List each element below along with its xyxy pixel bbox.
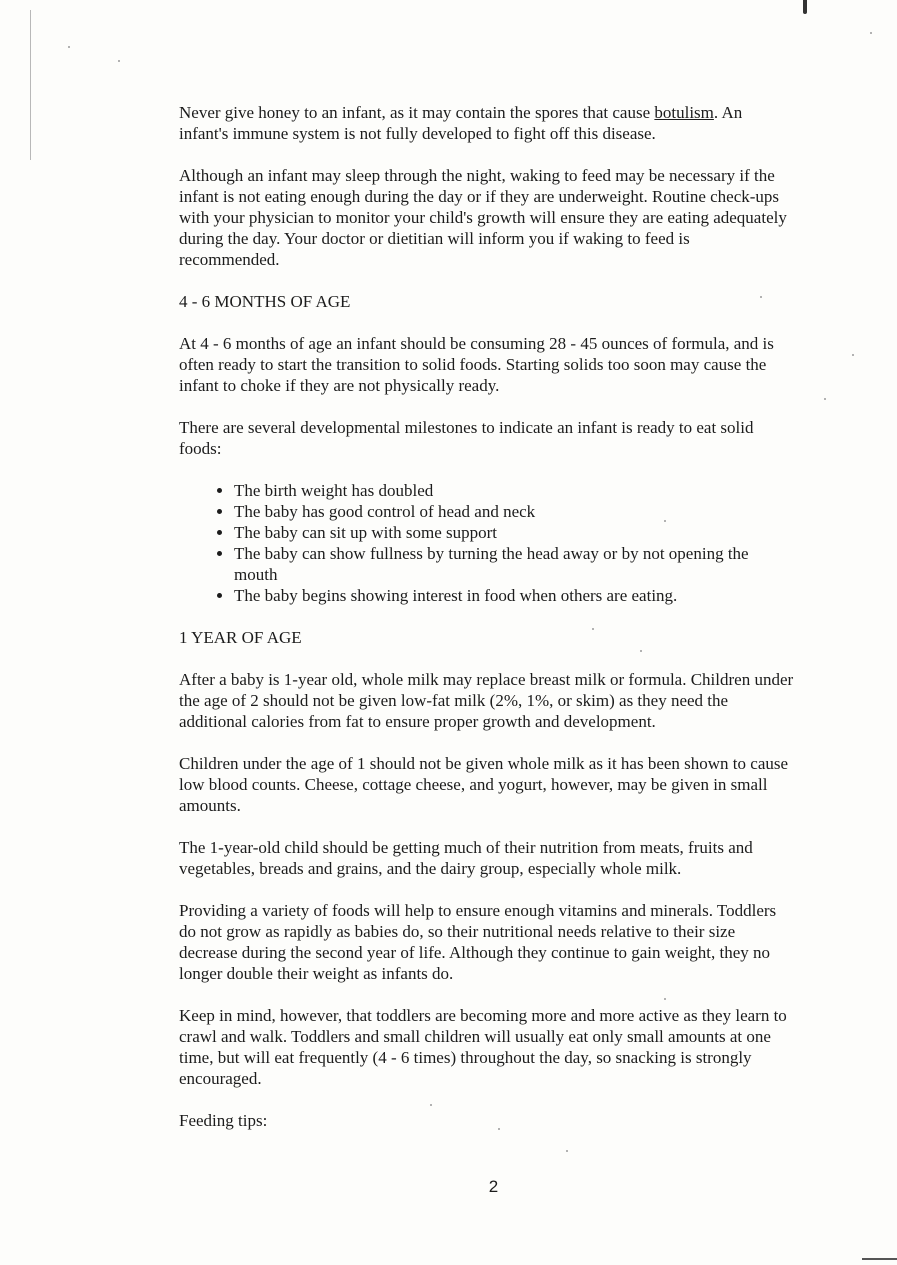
botulism-link[interactable]: botulism bbox=[654, 103, 714, 122]
paragraph-text: Never give honey to an infant, as it may contain the spores that cause bbox=[179, 103, 655, 122]
page-number: 2 bbox=[488, 1177, 499, 1196]
scan-speck bbox=[870, 32, 872, 34]
milestones-list bbox=[179, 480, 794, 606]
paragraph-under-1: Children under the age of 1 should not be given whole milk as it has been shown to cause low blood counts. Cheese, cottage cheese, and yogurt, however, may be given in small amounts. bbox=[179, 754, 789, 815]
paragraph-milestones-intro: There are several developmental milestones to indicate an infant is ready to eat solid foods: bbox=[179, 418, 754, 458]
paragraph-4-6-consumption: At 4 - 6 months of age an infant should be consuming 28 - 45 ounces of formula, and is often ready to start the transition to solid foods. Starting solids too soon may cause the infant to choke if they are not physically ready. bbox=[179, 334, 774, 395]
paragraph-honey bbox=[179, 102, 794, 144]
section-heading-4-6-months: 4 - 6 MONTHS OF AGE bbox=[179, 292, 351, 311]
list-item: • The baby can sit up with some support bbox=[234, 522, 794, 543]
feeding-tips-label: Feeding tips: bbox=[179, 1111, 268, 1130]
paragraph-active-toddlers: Keep in mind, however, that toddlers are becoming more and more active as they learn to crawl and walk. Toddlers and small children will usually eat only small amounts at one time, but will eat frequently (4 - 6 times) throughout the day, so snacking is strongly encouraged. bbox=[179, 1006, 787, 1088]
paragraph-whole-milk: After a baby is 1-year old, whole milk may replace breast milk or formula. Children under the age of 2 should not be given low-fat milk (2%, 1%, or skim) as they need the additional calories from fat to ensure proper growth and development. bbox=[179, 670, 794, 731]
scan-speck bbox=[118, 60, 120, 62]
scan-artifact-mark bbox=[803, 0, 807, 14]
scan-speck bbox=[824, 398, 826, 400]
list-item: • The birth weight has doubled bbox=[234, 480, 794, 501]
section-heading-1-year: 1 YEAR OF AGE bbox=[179, 628, 302, 647]
scan-artifact-line bbox=[30, 10, 31, 160]
document-body bbox=[179, 102, 794, 1152]
list-item: • The baby can show fullness by turning the head away or by not opening the mouth bbox=[234, 543, 794, 585]
list-item: • The baby begins showing interest in food when others are eating. bbox=[234, 585, 794, 606]
list-item: • The baby has good control of head and neck bbox=[234, 501, 794, 522]
paragraph-variety: Providing a variety of foods will help to ensure enough vitamins and minerals. Toddlers do not grow as rapidly as babies do, so their nutritional needs relative to their size decrease during the second year of life. Although they continue to gain weight, they no longer double their weight as infants do. bbox=[179, 901, 777, 983]
paragraph-nutrition: The 1-year-old child should be getting much of their nutrition from meats, fruits and vegetables, breads and grains, and the dairy group, especially whole milk. bbox=[179, 838, 753, 878]
scan-speck bbox=[68, 46, 70, 48]
scan-artifact-mark bbox=[862, 1258, 897, 1260]
scan-speck bbox=[852, 354, 854, 356]
paragraph-waking-to-feed: Although an infant may sleep through the night, waking to feed may be necessary if the infant is not eating enough during the day or if they are underweight. Routine check-ups with your physician to monitor your child's growth will ensure they are eating adequately during the day. Your doctor or dietitian will inform you if waking to feed is recommended. bbox=[179, 166, 787, 269]
paragraph-text: . An infant's immune system is not fully developed to fight off this disease. bbox=[179, 103, 743, 143]
